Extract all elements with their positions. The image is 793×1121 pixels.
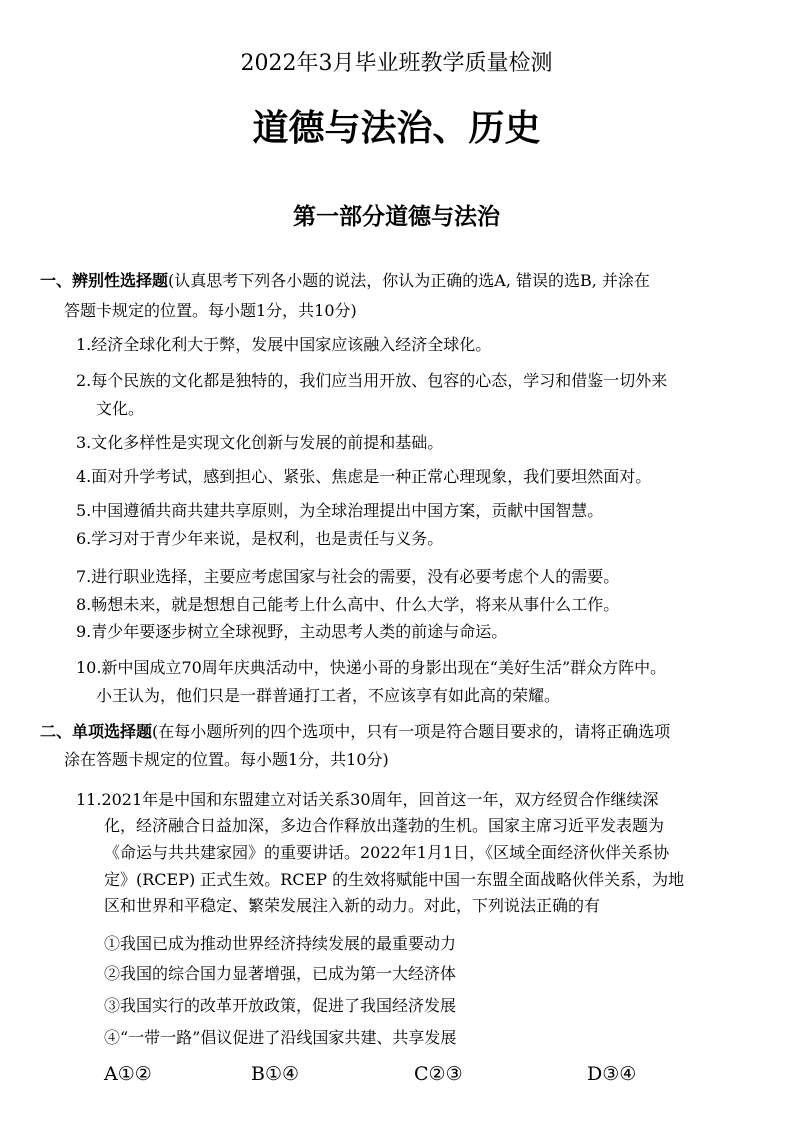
section1-header [40, 270, 650, 292]
list-item: 4.面对升学考试，感到担心、紧张、焦虑是一种正常心理现象，我们要坦然面对。 [76, 467, 652, 486]
list-item-cont: 小王认为，他们只是一群普通打工者，不应该享有如此高的荣耀。 [96, 686, 561, 705]
section2-instruction: (在每小题所列的四个选项中，只有一项是符合题目要求的，请将正确选项 [152, 722, 671, 741]
subject-title: 道德与法治、历史 [252, 108, 541, 149]
question-line: 化，经济融合日益加深，多边合作释放出蓬勃的生机。国家主席习近平发表题为 [104, 816, 665, 835]
statement: ①我国已成为推动世界经济持续发展的最重要动力 [104, 934, 457, 953]
statement: ③我国实行的改革开放政策，促进了我国经济发展 [104, 996, 457, 1015]
part-title: 第一部分道德与法治 [293, 204, 500, 230]
option-a: A①② [104, 1063, 152, 1085]
list-item: 6.学习对于青少年来说，是权利，也是责任与义务。 [76, 529, 444, 548]
question-line: 《命运与共共建家园》的重要讲话。2022年1月1日，《区域全面经济伙伴关系协 [104, 843, 670, 862]
statement: ②我国的综合国力显著增强，已成为第一大经济体 [104, 964, 457, 983]
question-line: 11.2021年是中国和东盟建立对话关系30周年，回首这一年，双方经贸合作继续深 [76, 790, 659, 809]
list-item: 8.畅想未来，就是想想自己能考上什么高中、什么大学，将来从事什么工作。 [76, 595, 620, 614]
section1-heading: 一、辨别性选择题 [40, 271, 169, 290]
option-b: B①④ [251, 1063, 300, 1085]
statement: ④“一带一路”倡议促进了沿线国家共建、共享发展 [104, 1028, 457, 1047]
list-item: 9.青少年要逐步树立全球视野，主动思考人类的前途与命运。 [76, 622, 508, 641]
list-item: 5.中国遵循共商共建共享原则，为全球治理提出中国方案，贡献中国智慧。 [76, 501, 604, 520]
section2-header [40, 721, 670, 743]
list-item: 10.新中国成立70周年庆典活动中，快递小哥的身影出现在“美好生活”群众方阵中。 [76, 658, 667, 677]
section1-instruction: (认真思考下列各小题的说法，你认为正确的选A, 错误的选B, 并涂在 [168, 271, 650, 290]
exam-title: 2022年3月毕业班教学质量检测 [240, 51, 553, 76]
list-item: 1.经济全球化利大于弊，发展中国家应该融入经济全球化。 [76, 335, 492, 354]
list-item: 2.每个民族的文化都是独特的，我们应当用开放、包容的心态，学习和借鉴一切外来 [76, 371, 668, 390]
list-item: 7.进行职业选择，主要应考虑国家与社会的需要，没有必要考虑个人的需要。 [76, 567, 620, 586]
section1-instruction-cont: 答题卡规定的位置。每小题1分，共10分) [64, 301, 357, 320]
section2-heading: 二、单项选择题 [40, 722, 153, 741]
list-item: 3.文化多样性是实现文化创新与发展的前提和基础。 [76, 433, 444, 452]
question-line: 区和世界和平稳定、繁荣发展注入新的动力。对此，下列说法正确的有 [104, 896, 601, 915]
list-item-cont: 文化。 [96, 399, 145, 418]
option-c: C②③ [414, 1063, 463, 1085]
section2-instruction-cont: 涂在答题卡规定的位置。每小题1分，共10分) [64, 750, 389, 769]
question-line: 定》(RCEP) 正式生效。RCEP 的生效将赋能中国一东盟全面战略伙伴关系，为地 [104, 870, 685, 889]
option-d: D③④ [587, 1063, 637, 1085]
